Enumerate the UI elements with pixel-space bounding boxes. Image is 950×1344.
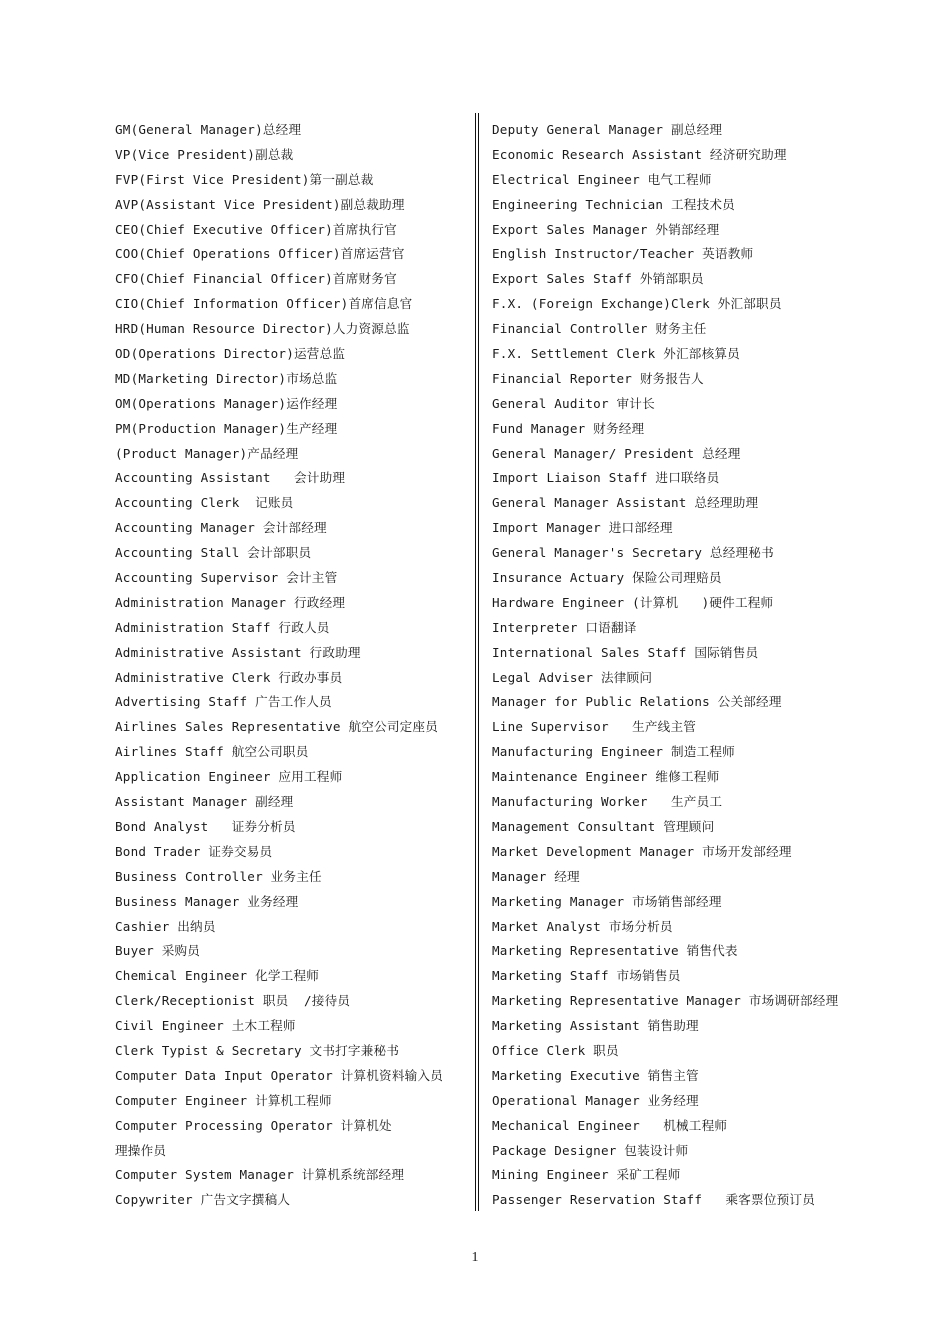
job-title-entry: Copywriter 广告文字撰稿人 <box>115 1192 291 1208</box>
job-title-entry: Airlines Staff 航空公司职员 <box>115 744 309 760</box>
job-title-entry: F.X. (Foreign Exchange)Clerk 外汇部职员 <box>492 296 782 312</box>
job-title-entry: Accounting Stall 会计部职员 <box>115 545 312 561</box>
job-title-entry: CFO(Chief Financial Officer)首席财务官 <box>115 271 397 287</box>
job-title-entry: Marketing Assistant 销售助理 <box>492 1018 699 1034</box>
job-title-entry: Export Sales Manager 外销部经理 <box>492 221 720 237</box>
job-title-entry: Fund Manager 财务经理 <box>492 420 645 436</box>
job-title-entry: General Manager Assistant 总经理助理 <box>492 495 759 511</box>
job-title-entry: Office Clerk 职员 <box>492 1042 619 1058</box>
job-title-entry: Insurance Actuary 保险公司理赔员 <box>492 570 722 586</box>
job-title-entry: Administration Manager 行政经理 <box>115 594 346 610</box>
job-title-entry: Operational Manager 业务经理 <box>492 1092 699 1108</box>
job-title-entry: PM(Production Manager)生产经理 <box>115 420 338 436</box>
job-title-entry: Market Analyst 市场分析员 <box>492 918 673 934</box>
job-title-entry: Computer Engineer 计算机工程师 <box>115 1092 332 1108</box>
job-title-entry: Manufacturing Worker 生产员工 <box>492 794 723 810</box>
page-number: 1 <box>471 1250 479 1265</box>
job-title-entry: Chemical Engineer 化学工程师 <box>115 968 320 984</box>
job-title-entry: Interpreter 口语翻译 <box>492 619 637 635</box>
job-title-entry: Legal Adviser 法律顾问 <box>492 669 653 685</box>
job-title-entry: CIO(Chief Information Officer)首席信息官 <box>115 296 413 312</box>
job-title-entry: Import Liaison Staff 进口联络员 <box>492 470 720 486</box>
job-title-entry: Administrative Clerk 行政办事员 <box>115 669 343 685</box>
job-title-entry: Hardware Engineer (计算机 )硬件工程师 <box>492 594 774 610</box>
job-title-entry: Mining Engineer 采矿工程师 <box>492 1167 681 1183</box>
job-title-entry: Clerk/Receptionist 职员 /接待员 <box>115 993 351 1009</box>
job-title-entry: Civil Engineer 土木工程师 <box>115 1018 296 1034</box>
job-title-entry: Manufacturing Engineer 制造工程师 <box>492 744 735 760</box>
job-title-entry: International Sales Staff 国际销售员 <box>492 644 759 660</box>
job-title-entry: Financial Reporter 财务报告人 <box>492 370 704 386</box>
job-title-entry: Administrative Assistant 行政助理 <box>115 644 361 660</box>
job-title-entry: Manager for Public Relations 公关部经理 <box>492 694 782 710</box>
job-title-entry: Clerk Typist & Secretary 文书打字兼秘书 <box>115 1042 400 1058</box>
job-title-entry: Electrical Engineer 电气工程师 <box>492 171 712 187</box>
job-title-entry: General Manager/ President 总经理 <box>492 445 741 461</box>
job-title-entry: Business Manager 业务经理 <box>115 893 299 909</box>
job-title-entry: VP(Vice President)副总裁 <box>115 146 294 162</box>
job-title-entry: GM(General Manager)总经理 <box>115 122 302 137</box>
job-title-entry: Financial Controller 财务主任 <box>492 321 707 337</box>
job-title-entry: OM(Operations Manager)运作经理 <box>115 395 338 411</box>
job-title-entry: Import Manager 进口部经理 <box>492 520 673 536</box>
job-title-entry: Accounting Manager 会计部经理 <box>115 520 327 536</box>
job-title-entry: Accounting Supervisor 会计主管 <box>115 570 338 586</box>
job-title-entry: Assistant Manager 副经理 <box>115 794 294 810</box>
job-title-entry: Bond Trader 证券交易员 <box>115 843 273 859</box>
job-title-entry: Marketing Representative 销售代表 <box>492 943 738 959</box>
job-title-entry: MD(Marketing Director)市场总监 <box>115 370 338 386</box>
job-title-entry: FVP(First Vice President)第一副总裁 <box>115 171 374 187</box>
job-title-entry: Administration Staff 行政人员 <box>115 619 330 635</box>
job-title-entry: Export Sales Staff 外销部职员 <box>492 271 704 287</box>
job-title-entry: CEO(Chief Executive Officer)首席执行官 <box>115 221 397 237</box>
job-title-entry: Package Designer 包装设计师 <box>492 1142 689 1158</box>
job-title-entry: Marketing Representative Manager 市场调研部经理 <box>492 993 839 1009</box>
job-title-entry: Airlines Sales Representative 航空公司定座员 <box>115 719 439 735</box>
job-title-entry: General Manager's Secretary 总经理秘书 <box>492 545 774 561</box>
column-divider <box>475 113 479 1211</box>
job-title-entry: HRD(Human Resource Director)人力资源总监 <box>115 321 410 337</box>
job-title-entry: AVP(Assistant Vice President)副总裁助理 <box>115 196 405 212</box>
job-title-entry: Computer Processing Operator 计算机处理操作员 <box>115 1117 392 1158</box>
job-title-entry: Passenger Reservation Staff 乘客票位预订员 <box>492 1192 816 1208</box>
job-title-entry: Advertising Staff 广告工作人员 <box>115 694 332 710</box>
job-title-entry: Accounting Assistant 会计助理 <box>115 470 346 486</box>
job-title-entry: Cashier 出纳员 <box>115 918 216 934</box>
job-title-entry: Accounting Clerk 记账员 <box>115 495 294 511</box>
job-title-entry: COO(Chief Operations Officer)首席运营官 <box>115 246 405 262</box>
job-title-entry: Business Controller 业务主任 <box>115 868 322 884</box>
right-column <box>492 118 892 1213</box>
job-title-entry: Marketing Executive 销售主管 <box>492 1067 699 1083</box>
job-title-entry: Economic Research Assistant 经济研究助理 <box>492 146 787 162</box>
job-title-entry: Computer Data Input Operator 计算机资料输入员 <box>115 1067 444 1083</box>
job-title-entry: Buyer 采购员 <box>115 943 201 959</box>
job-title-entry: Engineering Technician 工程技术员 <box>492 196 735 212</box>
job-title-entry: Market Development Manager 市场开发部经理 <box>492 843 792 859</box>
job-title-entry: English Instructor/Teacher 英语教师 <box>492 246 754 262</box>
left-column <box>115 118 465 1213</box>
job-title-entry: Marketing Manager 市场销售部经理 <box>492 893 722 909</box>
job-title-entry: Mechanical Engineer 机械工程师 <box>492 1117 728 1133</box>
job-title-entry: Marketing Staff 市场销售员 <box>492 968 681 984</box>
job-title-entry: Manager 经理 <box>492 868 580 884</box>
job-title-entry: Deputy General Manager 副总经理 <box>492 122 723 137</box>
job-title-entry: OD(Operations Director)运营总监 <box>115 346 346 362</box>
job-title-entry: General Auditor 审计长 <box>492 395 655 411</box>
job-title-entry: Computer System Manager 计算机系统部经理 <box>115 1167 405 1183</box>
job-title-entry: Maintenance Engineer 维修工程师 <box>492 769 720 785</box>
job-title-entry: Bond Analyst 证券分析员 <box>115 818 296 834</box>
job-title-entry: Application Engineer 应用工程师 <box>115 769 343 785</box>
job-title-entry: Line Supervisor 生产线主管 <box>492 719 697 735</box>
job-title-entry: Management Consultant 管理顾问 <box>492 818 715 834</box>
job-title-entry: (Product Manager)产品经理 <box>115 445 299 461</box>
job-title-entry: F.X. Settlement Clerk 外汇部核算员 <box>492 346 740 362</box>
